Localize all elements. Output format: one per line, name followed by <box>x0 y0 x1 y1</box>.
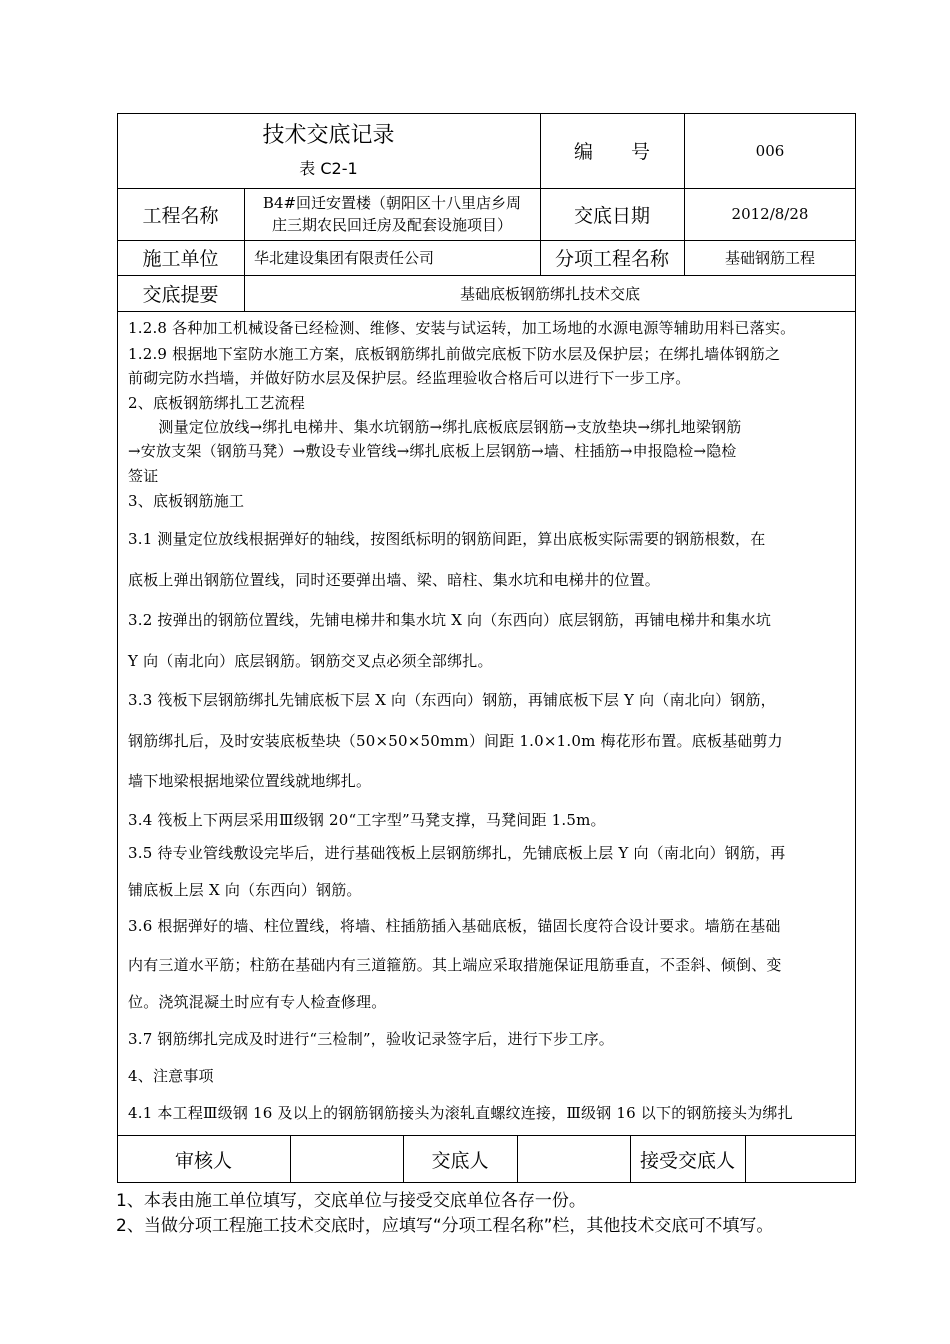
reviewer-signature-field[interactable] <box>290 1135 403 1183</box>
content-line: 3、底板钢筋施工 <box>128 492 245 510</box>
content-line: 签证 <box>128 467 159 485</box>
form-code: 表 C2-1 <box>299 158 358 178</box>
content-line: 3.4 筏板上下两层采用Ⅲ级钢 20“工字型”马凳支撑，马凳间距 1.5m。 <box>128 811 606 829</box>
content-line: 1.2.8 各种加工机械设备已经检测、维修、安装与试运转，加工场地的水源电源等辅助用料已落实。 <box>128 319 796 337</box>
footnote-2: 2、当做分项工程施工技术交底时，应填写“分项工程名称”栏，其他技术交底可不填写。 <box>116 1216 774 1236</box>
contractor-label: 施工单位 <box>142 248 219 270</box>
subproject-value: 基础钢筋工程 <box>724 249 815 267</box>
content-line: 3.7 钢筋绑扎完成及时进行“三检制”，验收记录签字后，进行下步工序。 <box>128 1030 614 1048</box>
content-line: 内有三道水平筋；柱筋在基础内有三道箍筋。其上端应采取措施保证甩筋垂直，不歪斜、倾倒、变 <box>128 956 782 974</box>
content-line: 1.2.9 根据地下室防水施工方案，底板钢筋绑扎前做完底板下防水层及保护层；在绑扎墙体钢筋之 <box>128 345 781 363</box>
content-line: 墙下地梁根据地梁位置线就地绑扎。 <box>128 772 372 790</box>
content-line: 4.1 本工程Ⅲ级钢 16 及以上的钢筋钢筋接头为滚轧直螺纹连接，Ⅲ级钢 16 以下的钢筋接头为绑扎 <box>128 1104 793 1122</box>
footnote-1: 1、本表由施工单位填写，交底单位与接受交底单位各存一份。 <box>116 1191 586 1211</box>
content-line: 铺底板上层 X 向（东西向）钢筋。 <box>128 881 362 899</box>
content-line: 3.5 待专业管线敷设完毕后，进行基础筏板上层钢筋绑扎，先铺底板上层 Y 向（南北向）钢筋，再 <box>128 844 786 862</box>
receiver-signature-field[interactable] <box>745 1135 856 1183</box>
subproject-label: 分项工程名称 <box>554 248 669 270</box>
project-name-line-2: 庄三期农民回迁房及配套设施项目） <box>271 216 512 234</box>
content-line: 2、底板钢筋绑扎工艺流程 <box>128 394 305 412</box>
number-value: 006 <box>755 141 785 160</box>
project-name-line-1: B4#回迁安置楼（朝阳区十八里店乡周 <box>262 194 522 212</box>
content-line: 4、注意事项 <box>128 1067 214 1085</box>
date-label: 交底日期 <box>573 204 650 227</box>
content-line: 3.3 筏板下层钢筋绑扎先铺底板下层 X 向（东西向）钢筋，再铺底板下层 Y 向（南北向）钢筋， <box>128 691 776 709</box>
project-name-value <box>244 188 540 240</box>
content-line: Y 向（南北向）底层钢筋。钢筋交叉点必须全部绑扎。 <box>128 652 493 670</box>
content-line: 3.1 测量定位放线根据弹好的轴线，按图纸标明的钢筋间距，算出底板实际需要的钢筋根数，在 <box>128 530 766 548</box>
content-line: 3.6 根据弹好的墙、柱位置线，将墙、柱插筋插入基础底板，锚固长度符合设计要求。墙筋在基础 <box>128 917 781 935</box>
content-line: 位。浇筑混凝土时应有专人检查修理。 <box>128 993 387 1011</box>
reviewer-label: 审核人 <box>174 1149 232 1172</box>
content-line: →安放支架（钢筋马凳）→敷设专业管线→绑扎底板上层钢筋→墙、柱插筋→申报隐检→隐检 <box>128 442 737 460</box>
summary-value: 基础底板钢筋绑扎技术交底 <box>459 284 640 303</box>
content-line: 测量定位放线→绑扎电梯井、集水坑钢筋→绑扎底板底层钢筋→支放垫块→绑扎地梁钢筋 <box>128 418 742 436</box>
number-label: 编 号 <box>573 141 650 163</box>
receiver-label: 接受交底人 <box>639 1149 735 1172</box>
content-line: 钢筋绑扎后，及时安装底板垫块（50×50×50mm）间距 1.0×1.0m 梅花形布置。底板基础剪力 <box>128 732 783 750</box>
content-line: 底板上弹出钢筋位置线，同时还要弹出墙、梁、暗柱、集水坑和电梯井的位置。 <box>128 571 661 589</box>
row-divider <box>117 311 856 312</box>
content-line: 前砌完防水挡墙，并做好防水层及保护层。经监理验收合格后可以进行下一步工序。 <box>128 369 691 387</box>
project-name-label: 工程名称 <box>142 204 219 227</box>
discloser-signature-field[interactable] <box>517 1135 630 1183</box>
date-value: 2012/8/28 <box>731 205 809 223</box>
content-line: 3.2 按弹出的钢筋位置线，先铺电梯井和集水坑 X 向（东西向）底层钢筋，再铺电梯井和集水坑 <box>128 611 772 629</box>
form-title: 技术交底记录 <box>262 122 395 148</box>
summary-label: 交底提要 <box>142 283 219 306</box>
discloser-label: 交底人 <box>431 1149 489 1172</box>
contractor-value: 华北建设集团有限责任公司 <box>254 249 435 267</box>
